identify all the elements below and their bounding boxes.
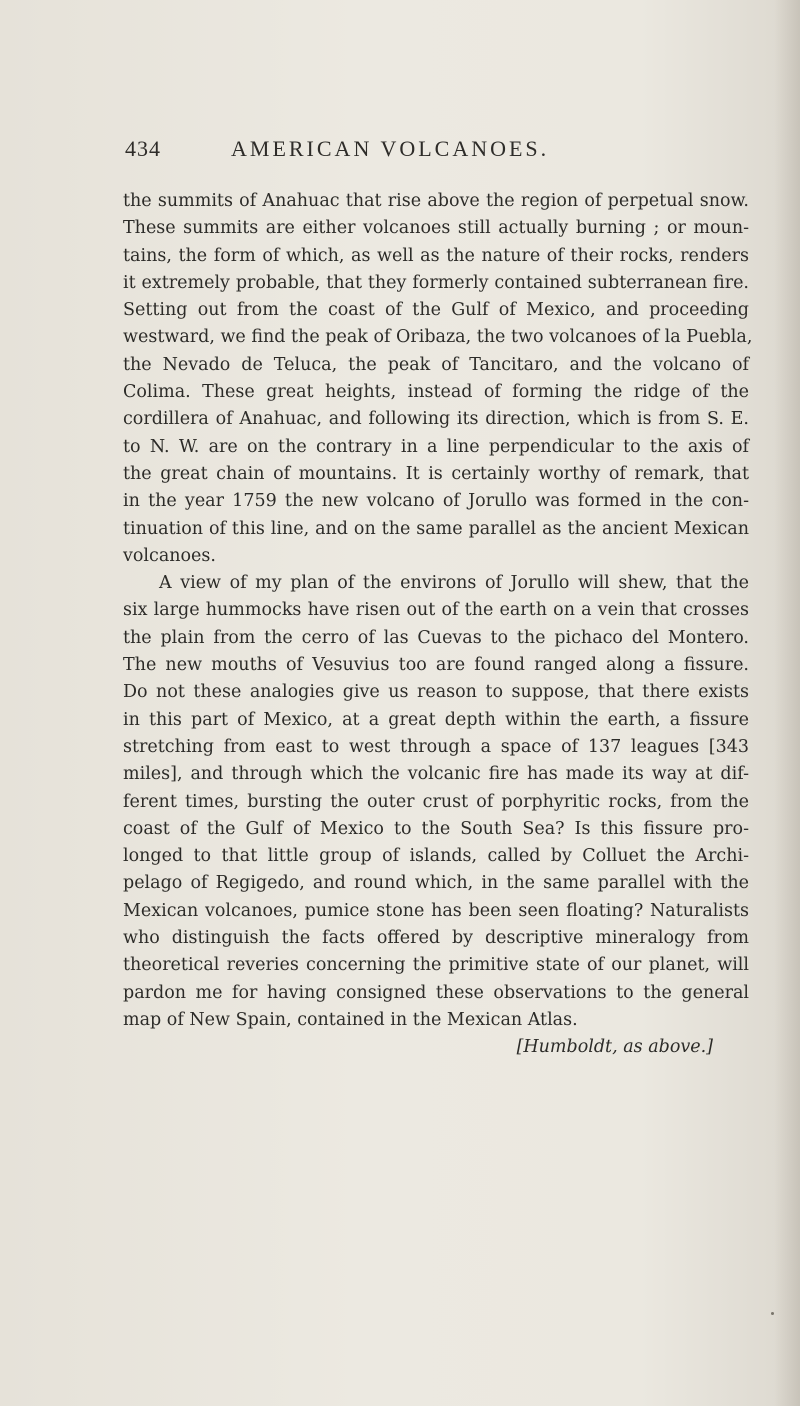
text-line: who distinguish the facts offered by descriptive mineralogy from (123, 928, 749, 949)
text-line: theoretical reveries concerning the primitive state of our planet, will (123, 955, 749, 976)
text-line: the summits of Anahuac that rise above the region of perpetual snow. (123, 191, 749, 211)
paper-speck (771, 1312, 774, 1315)
paragraph-end-line: volcanoes. (123, 545, 216, 566)
text-line: pelago of Regigedo, and round which, in the same parallel with the (123, 873, 749, 894)
text-line: longed to that little group of islands, called by Colluet the Archi- (123, 846, 749, 867)
text-line: the great chain of mountains. It is certainly worthy of remark, that (123, 463, 749, 484)
text-line: the plain from the cerro of las Cuevas to the pichaco del Montero. (123, 627, 749, 648)
text-line: Do not these analogies give us reason to suppose, that there exists (123, 682, 749, 703)
text-line: six large hummocks have risen out of the earth on a vein that crosses (123, 600, 749, 621)
text-line: coast of the Gulf of Mexico to the South Sea? Is this fissure pro- (123, 818, 749, 839)
text-line: Mexican volcanoes, pumice stone has been seen floating? Naturalists (123, 900, 749, 921)
text-line: pardon me for having consigned these observations to the general (123, 982, 749, 1003)
text-line: tinuation of this line, and on the same parallel as the ancient Mexican (123, 518, 749, 539)
text-line: These summits are either volcanoes still actually burning ; or moun- (123, 218, 749, 239)
page-header (125, 132, 725, 168)
body-text (123, 188, 753, 1062)
text-line: it extremely probable, that they formerly contained subterranean fire. (123, 272, 749, 293)
text-line: tains, the form of which, as well as the nature of their rocks, renders (123, 245, 749, 266)
text-line: Colima. These great heights, instead of forming the ridge of the (123, 382, 749, 403)
paragraph-end-line: map of New Spain, contained in the Mexican Atlas. (123, 1009, 578, 1030)
text-line: The new mouths of Vesuvius too are found ranged along a fissure. (123, 655, 749, 676)
text-line: the Nevado de Teluca, the peak of Tancitaro, and the volcano of (123, 354, 749, 375)
attribution: [Humboldt, as above.] (516, 1037, 713, 1058)
text-line: ferent times, bursting the outer crust of porphyritic rocks, from the (123, 791, 749, 812)
page-number: 434 (125, 136, 161, 161)
text-line: westward, we find the peak of Oribaza, the two volcanoes of la Puebla, (123, 327, 753, 348)
text-line: in this part of Mexico, at a great depth within the earth, a fissure (123, 709, 749, 730)
text-line: stretching from east to west through a space of 137 leagues [343 (123, 736, 749, 757)
paragraph-start-line: A view of my plan of the environs of Jorullo will shew, that the (159, 573, 749, 594)
text-line: Setting out from the coast of the Gulf of Mexico, and proceeding (123, 300, 749, 321)
page-edge-shadow (774, 0, 800, 1406)
running-title: AMERICAN VOLCANOES. (231, 136, 550, 161)
text-line: to N. W. are on the contrary in a line perpendicular to the axis of (123, 436, 749, 457)
text-line: in the year 1759 the new volcano of Jorullo was formed in the con- (123, 491, 749, 512)
text-line: cordillera of Anahuac, and following its direction, which is from S. E. (123, 409, 749, 430)
text-line: miles], and through which the volcanic fire has made its way at dif- (123, 764, 749, 785)
